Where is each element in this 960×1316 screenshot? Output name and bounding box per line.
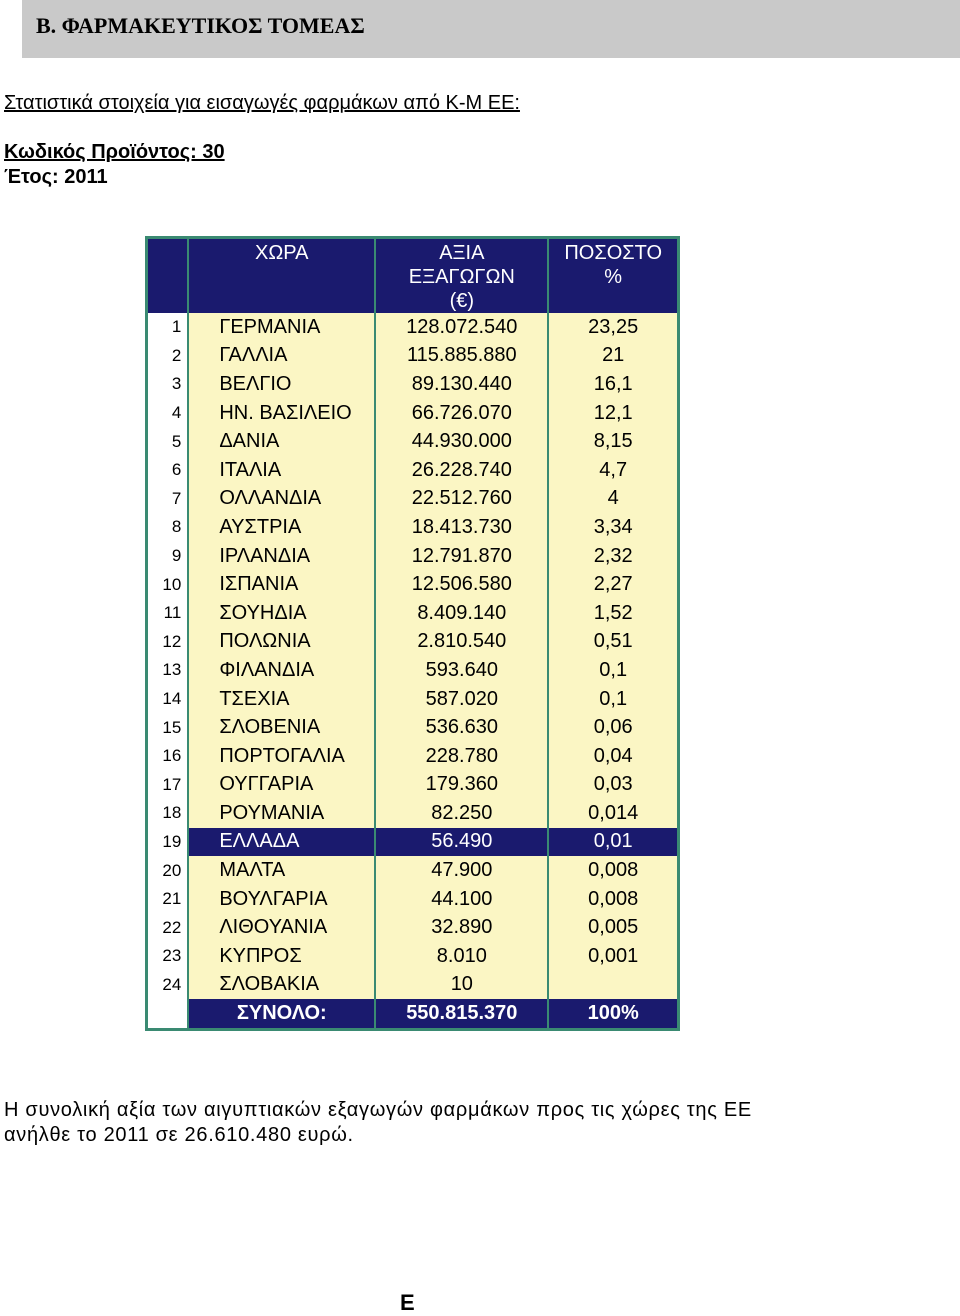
rank-cell: 13 [147,656,189,685]
country-cell: ΔΑΝΙΑ [188,427,375,456]
total-row [147,999,679,1029]
value-cell: 12.791.870 [375,542,548,571]
table-row [147,342,679,371]
rank-cell: 12 [147,628,189,657]
value-header [375,238,548,314]
share-cell: 0,03 [548,771,678,800]
country-cell: ΟΛΛΑΝΔΙΑ [188,485,375,514]
country-cell: ΛΙΘΟΥΑΝΙΑ [188,913,375,942]
value-cell: 587.020 [375,685,548,714]
share-header [548,238,678,314]
rank-cell: 20 [147,856,189,885]
year-label: Έτος: 2011 [4,166,108,188]
table-body [147,313,679,999]
country-cell: ΣΛΟΒΕΝΙΑ [188,713,375,742]
table-row [147,599,679,628]
value-cell: 18.413.730 [375,513,548,542]
country-cell: ΙΣΠΑΝΙΑ [188,570,375,599]
summary-paragraph [4,1098,934,1148]
share-cell: 0,008 [548,856,678,885]
country-cell: ΦΙΛΑΝΔΙΑ [188,656,375,685]
table-row [147,799,679,828]
product-code: Κωδικός Προϊόντος: 30 [4,141,225,163]
value-cell: 47.900 [375,856,548,885]
total-value: 550.815.370 [375,999,548,1029]
value-cell: 179.360 [375,771,548,800]
table-header-row [147,238,679,314]
value-cell: 44.930.000 [375,427,548,456]
value-header-line2: ΕΞΑΓΩΓΩΝ [408,266,515,288]
table-row [147,656,679,685]
value-cell: 66.726.070 [375,399,548,428]
country-cell: ΙΡΛΑΝΔΙΑ [188,542,375,571]
share-header-line2: % [604,266,623,288]
rank-cell: 8 [147,513,189,542]
country-cell: ΠΟΡΤΟΓΑΛΙΑ [188,742,375,771]
rank-cell: 6 [147,456,189,485]
share-cell [548,971,678,1000]
country-cell: ΙΤΑΛΙΑ [188,456,375,485]
share-cell: 0,04 [548,742,678,771]
value-cell: 8.409.140 [375,599,548,628]
share-cell: 12,1 [548,399,678,428]
summary-line-2: ανήλθε το 2011 σε 26.610.480 ευρώ. [4,1124,354,1146]
rank-cell: 19 [147,828,189,857]
share-cell: 0,1 [548,656,678,685]
rank-cell: 9 [147,542,189,571]
share-cell: 2,32 [548,542,678,571]
value-cell: 128.072.540 [375,313,548,342]
table-row [147,742,679,771]
rank-cell: 3 [147,370,189,399]
table-row [147,885,679,914]
table-row [147,856,679,885]
share-cell: 4 [548,485,678,514]
country-cell: ΒΟΥΛΓΑΡΙΑ [188,885,375,914]
country-cell: ΗΝ. ΒΑΣΙΛΕΙΟ [188,399,375,428]
rank-cell: 5 [147,427,189,456]
table-row [147,771,679,800]
share-cell: 2,27 [548,570,678,599]
value-header-line3: (€) [449,290,475,312]
share-cell: 23,25 [548,313,678,342]
share-cell: 0,01 [548,828,678,857]
table-row [147,713,679,742]
rank-cell: 7 [147,485,189,514]
table-row [147,942,679,971]
table-row [147,628,679,657]
country-header [188,238,375,314]
value-cell: 8.010 [375,942,548,971]
rank-cell: 2 [147,342,189,371]
country-cell: ΓΑΛΛΙΑ [188,342,375,371]
table-row [147,828,679,857]
share-cell: 8,15 [548,427,678,456]
rank-cell: 10 [147,570,189,599]
rank-cell: 18 [147,799,189,828]
rank-cell: 11 [147,599,189,628]
share-header-line1: ΠΟΣΟΣΤΟ [564,242,663,264]
rank-cell: 21 [147,885,189,914]
table-row [147,971,679,1000]
rank-cell: 23 [147,942,189,971]
total-rank-cell [147,999,189,1029]
country-cell: ΒΕΛΓΙΟ [188,370,375,399]
table-row [147,913,679,942]
value-cell: 26.228.740 [375,456,548,485]
share-cell: 0,06 [548,713,678,742]
imports-table [145,236,680,1031]
value-header-line1: ΑΞΙΑ [439,242,485,264]
table-row [147,399,679,428]
country-cell: ΑΥΣΤΡΙΑ [188,513,375,542]
value-cell: 82.250 [375,799,548,828]
rank-cell: 16 [147,742,189,771]
value-cell: 44.100 [375,885,548,914]
value-cell: 2.810.540 [375,628,548,657]
table-row [147,513,679,542]
rank-cell: 4 [147,399,189,428]
value-cell: 89.130.440 [375,370,548,399]
rank-cell: 15 [147,713,189,742]
summary-line-1: Η συνολική αξία των αιγυπτιακών εξαγωγών φαρμάκων προς τις χώρες της ΕΕ [4,1099,752,1121]
share-cell: 21 [548,342,678,371]
rank-header [147,238,189,314]
country-cell: ΚΥΠΡΟΣ [188,942,375,971]
value-cell: 32.890 [375,913,548,942]
share-cell: 0,008 [548,885,678,914]
value-cell: 12.506.580 [375,570,548,599]
country-cell: ΤΣΕΧΙΑ [188,685,375,714]
share-cell: 0,005 [548,913,678,942]
section-header [22,0,960,58]
value-cell: 115.885.880 [375,342,548,371]
rank-cell: 17 [147,771,189,800]
value-cell: 536.630 [375,713,548,742]
table-row [147,485,679,514]
table-row [147,313,679,342]
table-row [147,456,679,485]
page-letter: Ε [400,1290,415,1315]
table-row [147,685,679,714]
country-cell: ΡΟΥΜΑΝΙΑ [188,799,375,828]
share-cell: 0,001 [548,942,678,971]
rank-cell: 24 [147,971,189,1000]
table-row [147,370,679,399]
country-cell: ΕΛΛΑΔΑ [188,828,375,857]
table-row [147,427,679,456]
value-cell: 228.780 [375,742,548,771]
country-cell: ΜΑΛΤΑ [188,856,375,885]
value-cell: 593.640 [375,656,548,685]
rank-cell: 14 [147,685,189,714]
share-cell: 0,014 [548,799,678,828]
rank-cell: 22 [147,913,189,942]
share-cell: 3,34 [548,513,678,542]
share-cell: 16,1 [548,370,678,399]
country-cell: ΠΟΛΩΝΙΑ [188,628,375,657]
country-cell: ΓΕΡΜΑΝΙΑ [188,313,375,342]
country-header-label: ΧΩΡΑ [255,242,309,264]
table-row [147,542,679,571]
rank-cell: 1 [147,313,189,342]
section-title: Β. ΦΑΡΜΑΚΕΥΤΙΚΟΣ ΤΟΜΕΑΣ [36,13,365,38]
intro-heading: Στατιστικά στοιχεία για εισαγωγές φαρμάκων από Κ-Μ ΕΕ: [4,92,520,114]
share-cell: 0,1 [548,685,678,714]
country-cell: ΣΛΟΒΑΚΙΑ [188,971,375,1000]
value-cell: 56.490 [375,828,548,857]
total-label: ΣΥΝΟΛΟ: [188,999,375,1029]
country-cell: ΟΥΓΓΑΡΙΑ [188,771,375,800]
share-cell: 0,51 [548,628,678,657]
total-share: 100% [548,999,678,1029]
value-cell: 10 [375,971,548,1000]
share-cell: 4,7 [548,456,678,485]
share-cell: 1,52 [548,599,678,628]
value-cell: 22.512.760 [375,485,548,514]
table-row [147,570,679,599]
country-cell: ΣΟΥΗΔΙΑ [188,599,375,628]
